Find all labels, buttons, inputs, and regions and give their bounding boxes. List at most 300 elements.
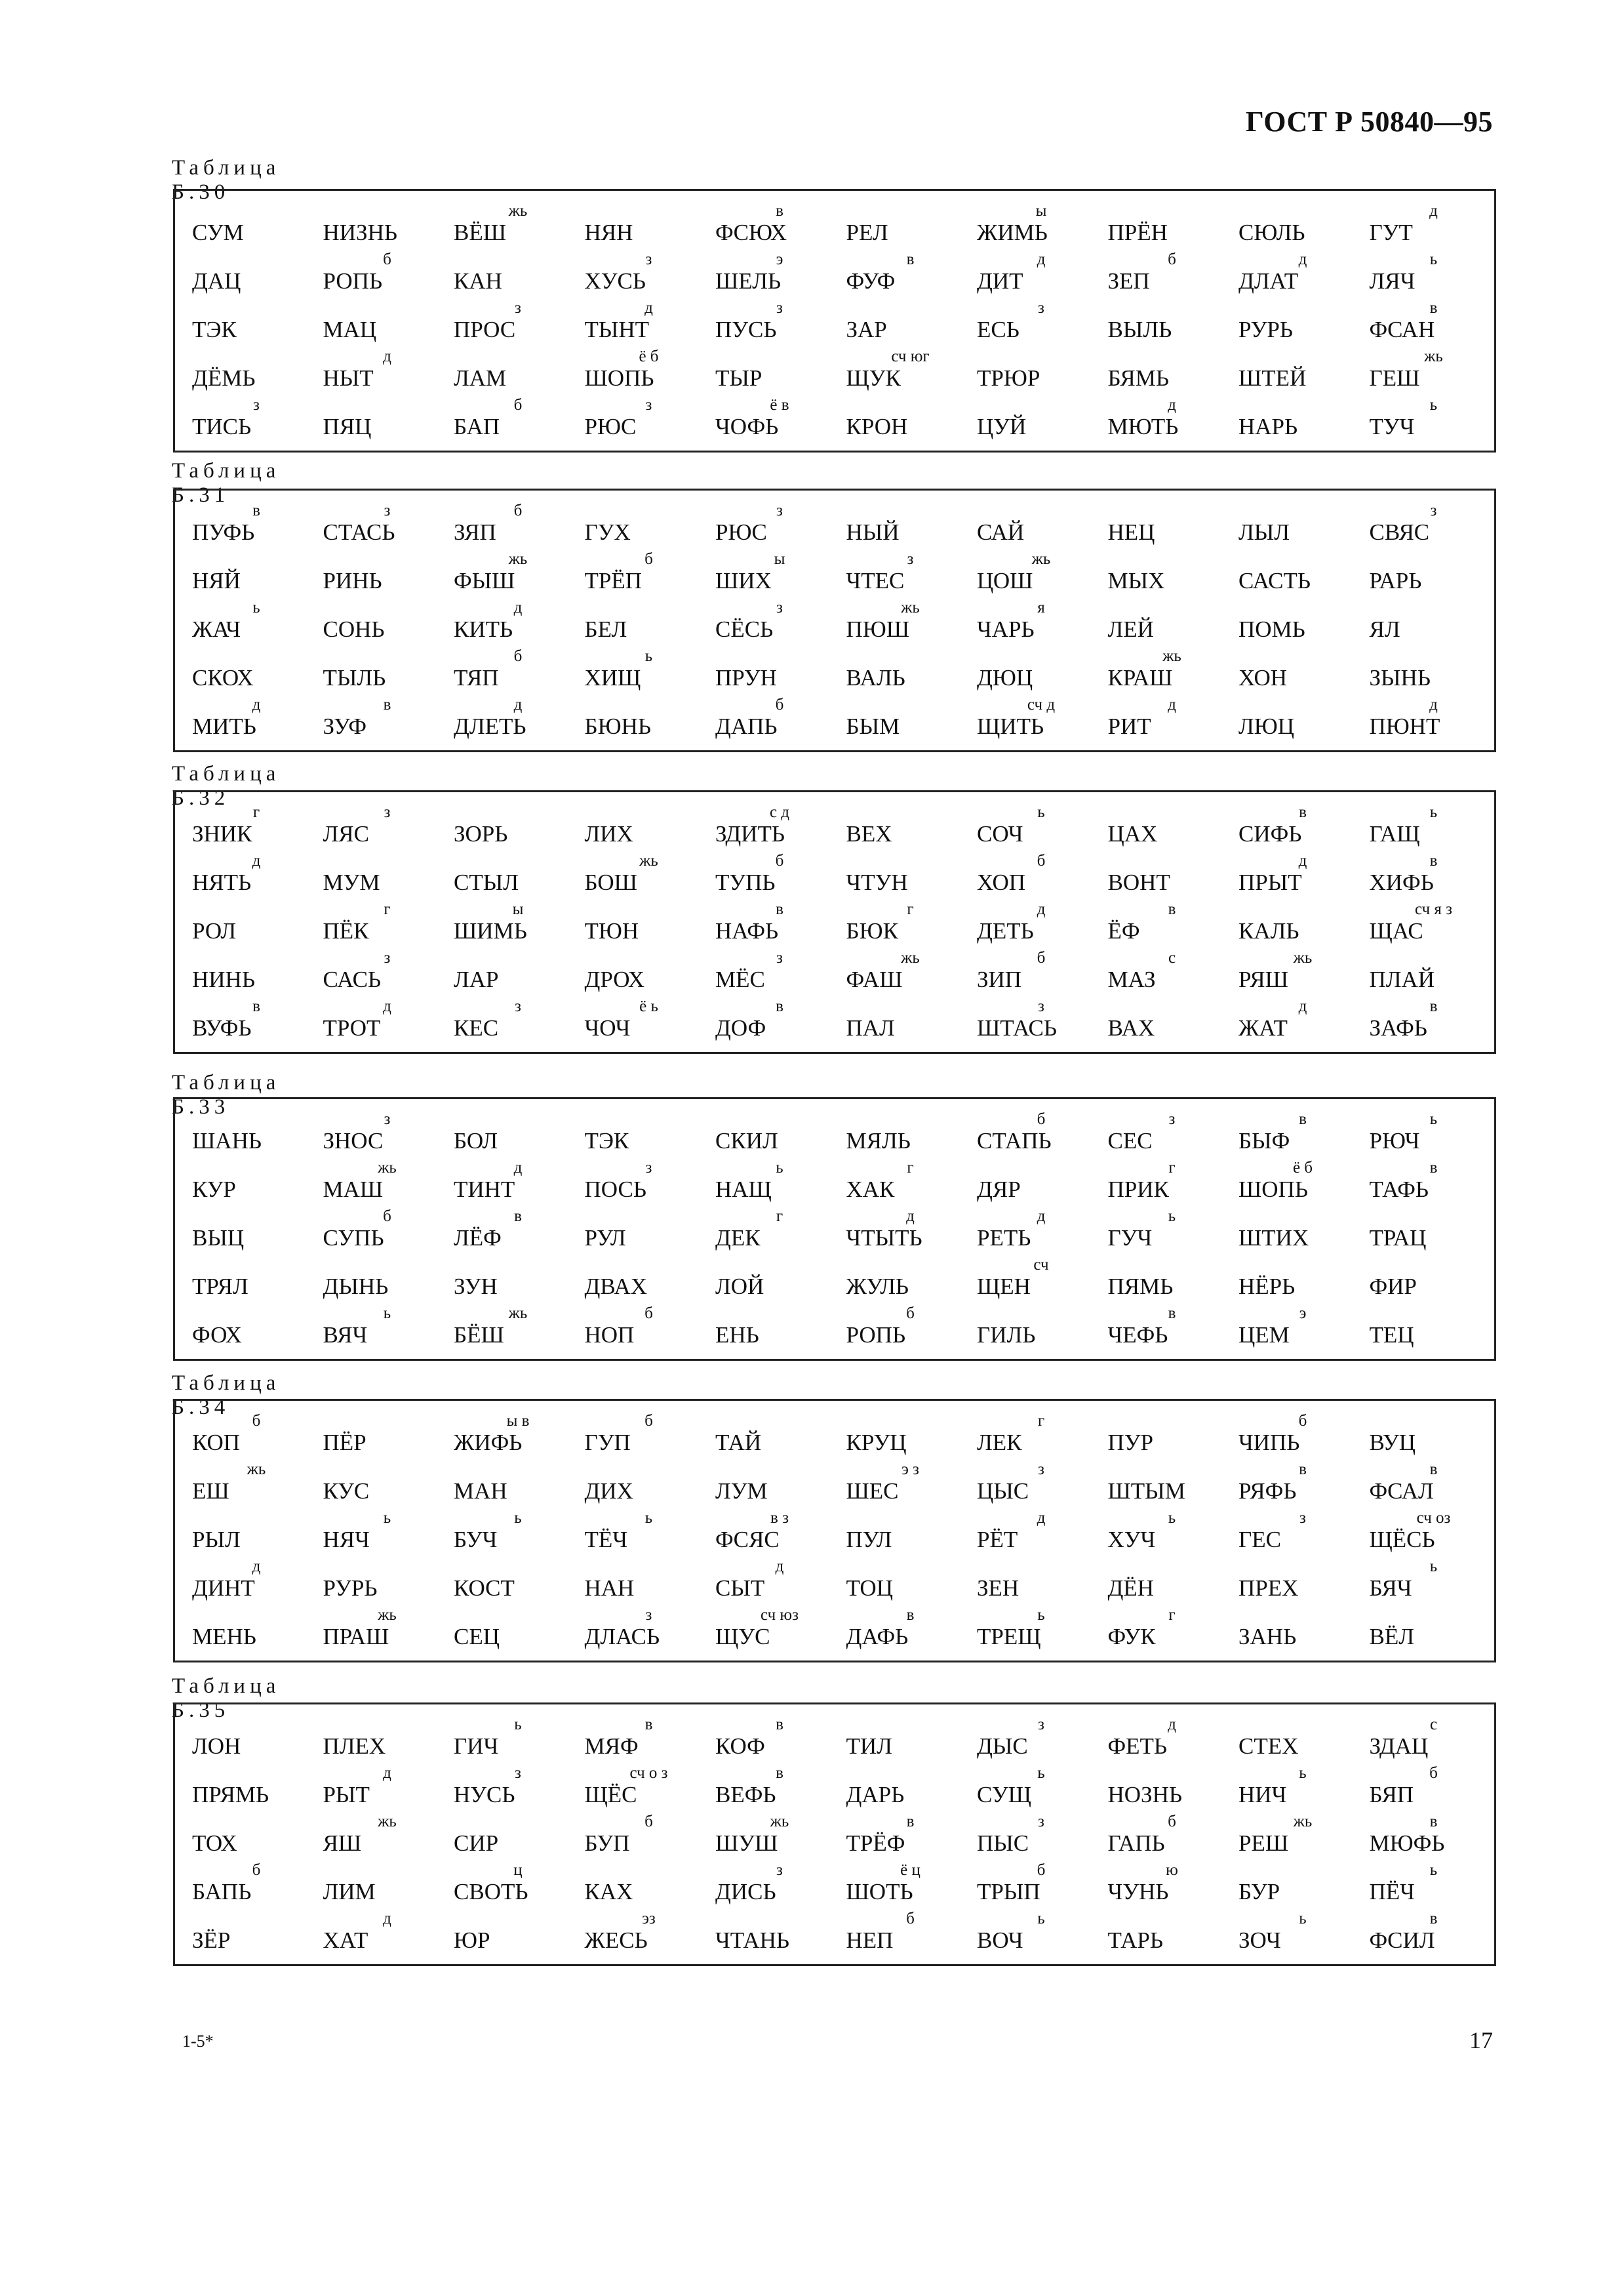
word: СКИЛ [715, 1128, 778, 1154]
table-cell [1100, 950, 1231, 998]
table-cell [577, 998, 708, 1047]
pronunciation-mark: жь [901, 599, 920, 616]
pronunciation-mark: з [384, 1110, 391, 1128]
table-cell [446, 1765, 577, 1813]
word: БЯМЬ [1107, 365, 1169, 391]
pronunciation-mark: з [1299, 1509, 1306, 1527]
word: ЖАЧ [192, 616, 241, 642]
table-cell [1100, 1510, 1231, 1558]
word: ТЫР [715, 365, 762, 391]
word: ХАТ [323, 1927, 368, 1953]
word: ЩУС [715, 1624, 770, 1649]
pronunciation-mark [871, 648, 950, 665]
word: ХАК [846, 1177, 895, 1202]
pronunciation-mark [1395, 1257, 1473, 1274]
pronunciation-mark: ь [1429, 803, 1438, 821]
word: БЫМ [846, 714, 900, 739]
pronunciation-mark [1133, 551, 1212, 568]
table-cell [969, 1257, 1100, 1305]
word: ВЯЧ [323, 1322, 368, 1348]
table-caption: Таблица Б.33 [172, 1071, 281, 1119]
pronunciation-mark: ь [1429, 396, 1438, 414]
pronunciation-mark: сч о з [629, 1764, 668, 1782]
pronunciation-mark: д [1298, 852, 1307, 870]
word: МЯФ [584, 1733, 639, 1759]
table-cell [577, 1510, 708, 1558]
table-cell [1100, 348, 1231, 397]
word: ХУСЬ [584, 268, 646, 294]
document-header: ГОСТ Р 50840—95 [1245, 106, 1493, 138]
pronunciation-mark [1263, 1607, 1342, 1624]
table-row [175, 1111, 1494, 1159]
table-cell [707, 1413, 839, 1461]
table-cell [969, 397, 1100, 445]
pronunciation-mark [871, 1765, 950, 1782]
table-row [175, 998, 1494, 1047]
pronunciation-mark: б [252, 1412, 261, 1430]
pronunciation-mark: в [1429, 1813, 1438, 1830]
table-cell [969, 696, 1100, 745]
word: НЫЙ [846, 519, 900, 545]
pronunciation-mark [1002, 648, 1080, 665]
table-row [175, 1716, 1494, 1765]
table-cell [315, 1461, 446, 1510]
word: ЯШ [323, 1830, 362, 1856]
pronunciation-mark: жь [508, 202, 528, 220]
table-row [175, 502, 1494, 551]
table-cell [1362, 853, 1493, 901]
word: КИТЬ [454, 616, 513, 642]
pronunciation-mark: ё б [639, 348, 659, 365]
word: ПУФЬ [192, 519, 255, 545]
pronunciation-mark: д [383, 1764, 391, 1782]
table-cell [839, 348, 970, 397]
table-caption: Таблица Б.31 [172, 459, 281, 507]
pronunciation-mark: в [906, 251, 915, 268]
table-cell [446, 1305, 577, 1354]
word: ЦОШ [977, 568, 1033, 594]
table-cell [969, 1111, 1100, 1159]
word: КРУЦ [846, 1430, 907, 1455]
table-cell [1231, 998, 1362, 1047]
table-cell [969, 804, 1100, 853]
pronunciation-mark [1395, 599, 1473, 616]
table-cell [577, 251, 708, 300]
word: МЫХ [1107, 568, 1165, 594]
word: НУСЬ [454, 1782, 515, 1807]
pronunciation-mark [740, 648, 819, 665]
pronunciation-mark: жь [1162, 647, 1181, 665]
table-cell [577, 348, 708, 397]
table-cell [1362, 1910, 1493, 1959]
table-cell [1100, 1558, 1231, 1607]
word: БАПЬ [192, 1879, 252, 1904]
word: ПОСЬ [584, 1177, 646, 1202]
word: ЦЫС [977, 1478, 1029, 1504]
word: РЕШ [1238, 1830, 1289, 1856]
table-cell [1362, 397, 1493, 445]
table-row [175, 950, 1494, 998]
word: ЗЯП [454, 519, 496, 545]
table-cell [184, 1208, 315, 1257]
pronunciation-mark: в [1429, 1159, 1438, 1177]
word: НЕЦ [1107, 519, 1155, 545]
pronunciation-mark: з [1430, 502, 1437, 519]
table-cell [839, 1510, 970, 1558]
pronunciation-mark: жь [639, 852, 658, 870]
pronunciation-mark [1133, 1765, 1212, 1782]
table-cell [1231, 648, 1362, 696]
table-cell [1231, 1765, 1362, 1813]
table-cell [1362, 251, 1493, 300]
table-cell [839, 1305, 970, 1354]
table-cell [1100, 1813, 1231, 1862]
table-cell [707, 1765, 839, 1813]
pronunciation-mark: з [776, 299, 783, 317]
word: ФАШ [846, 967, 903, 992]
table-cell [839, 998, 970, 1047]
pronunciation-mark: б [1037, 1861, 1046, 1879]
word: БУП [584, 1830, 630, 1856]
word: НОЗНЬ [1107, 1782, 1182, 1807]
word: РЕТЬ [977, 1225, 1031, 1251]
pronunciation-mark: ь [1037, 803, 1045, 821]
pronunciation-mark: сч я з [1414, 900, 1453, 918]
pronunciation-mark: б [252, 1861, 261, 1879]
pronunciation-mark: жь [247, 1460, 266, 1478]
pronunciation-mark [740, 1305, 819, 1322]
table-row [175, 1862, 1494, 1910]
table-cell [577, 1716, 708, 1765]
word: СТЕХ [1238, 1733, 1299, 1759]
pronunciation-mark: жь [378, 1159, 397, 1177]
pronunciation-mark [610, 804, 688, 821]
word: ЛАМ [454, 365, 507, 391]
table-cell [839, 804, 970, 853]
word: РОПЬ [846, 1322, 906, 1348]
pronunciation-mark [1263, 397, 1342, 414]
pronunciation-mark [740, 1257, 819, 1274]
word: ЛИМ [323, 1879, 376, 1904]
word: ЛАР [454, 967, 499, 992]
pronunciation-mark [479, 1111, 557, 1128]
word: ЛЯС [323, 821, 369, 847]
pronunciation-mark: ь [1168, 1509, 1176, 1527]
word: МАЗ [1107, 967, 1156, 992]
word: ТЁЧ [584, 1527, 628, 1552]
word: ДИСЬ [715, 1879, 776, 1904]
pronunciation-mark: б [1168, 1813, 1176, 1830]
pronunciation-mark [479, 1257, 557, 1274]
word: ПЮНТ [1369, 714, 1440, 739]
word: НАЩ [715, 1177, 772, 1202]
word: ФУК [1107, 1624, 1156, 1649]
pronunciation-mark: г [907, 900, 914, 918]
word: ШУШ [715, 1830, 778, 1856]
table-cell [446, 1159, 577, 1208]
pronunciation-mark [1133, 1461, 1212, 1478]
pronunciation-mark: ь [776, 1159, 783, 1177]
word: ЗНИК [192, 821, 252, 847]
table-cell [1362, 1813, 1493, 1862]
table-cell [446, 300, 577, 348]
pronunciation-mark [348, 300, 427, 317]
pronunciation-mark [1263, 1716, 1342, 1733]
word-table [173, 189, 1496, 453]
pronunciation-mark: з [645, 1606, 652, 1624]
word: ВЕФЬ [715, 1782, 776, 1807]
pronunciation-mark: ь [644, 647, 653, 665]
word: ЛОЙ [715, 1274, 764, 1299]
word: РЯФЬ [1238, 1478, 1297, 1504]
table-cell [839, 1862, 970, 1910]
table-row [175, 397, 1494, 445]
table-cell [184, 1413, 315, 1461]
pronunciation-mark: з [776, 502, 783, 519]
table-cell [839, 901, 970, 950]
table-cell [707, 1716, 839, 1765]
table-cell [577, 696, 708, 745]
word: ГЕШ [1369, 365, 1420, 391]
word: БОЛ [454, 1128, 498, 1154]
pronunciation-mark: г [1168, 1159, 1176, 1177]
table-cell [839, 950, 970, 998]
word: ПЛАЙ [1369, 967, 1435, 992]
table-cell [839, 853, 970, 901]
word: ШАНЬ [192, 1128, 262, 1154]
pronunciation-mark: ц [513, 1861, 523, 1879]
pronunciation-mark: ь [1429, 251, 1438, 268]
pronunciation-mark: з [384, 803, 391, 821]
table-cell [707, 1159, 839, 1208]
pronunciation-mark [479, 804, 557, 821]
table-cell [707, 1558, 839, 1607]
table-cell [1231, 1305, 1362, 1354]
word: ПУР [1107, 1430, 1154, 1455]
pronunciation-mark [871, 203, 950, 220]
word: ЛИХ [584, 821, 633, 847]
pronunciation-mark: д [1168, 396, 1176, 414]
pronunciation-mark [610, 1257, 688, 1274]
pronunciation-mark: д [513, 599, 523, 616]
word: ВЫЛЬ [1107, 317, 1172, 342]
pronunciation-mark: я [1037, 599, 1045, 616]
word: НЫТ [323, 365, 374, 391]
word: ГУП [584, 1430, 631, 1455]
pronunciation-mark: д [513, 696, 523, 714]
pronunciation-mark [1002, 1159, 1080, 1177]
pronunciation-mark [1002, 397, 1080, 414]
table-cell [1100, 648, 1231, 696]
word: БЁШ [454, 1322, 504, 1348]
pronunciation-mark [479, 1558, 557, 1575]
word: РЯШ [1238, 967, 1288, 992]
pronunciation-mark: в [906, 1813, 915, 1830]
word: ЛЫЛ [1238, 519, 1290, 545]
table-cell [1100, 1765, 1231, 1813]
table-cell [1231, 1862, 1362, 1910]
table-cell [446, 1558, 577, 1607]
pronunciation-mark [217, 1716, 296, 1733]
word: ФОХ [192, 1322, 242, 1348]
table-cell [839, 203, 970, 251]
word: ГУТ [1369, 220, 1413, 245]
pronunciation-mark: ё ь [639, 997, 658, 1015]
pronunciation-mark: ю [1166, 1861, 1178, 1879]
pronunciation-mark: жь [770, 1813, 789, 1830]
pronunciation-mark [1133, 502, 1212, 519]
table-cell [1100, 1607, 1231, 1655]
table-row [175, 1257, 1494, 1305]
word: ШИХ [715, 568, 772, 594]
table-cell [1231, 397, 1362, 445]
pronunciation-mark: б [1298, 1412, 1307, 1430]
word: ЦАХ [1107, 821, 1158, 847]
pronunciation-mark [1263, 901, 1342, 918]
word: ЧАРЬ [977, 616, 1035, 642]
table-cell [1231, 1208, 1362, 1257]
word: БУЧ [454, 1527, 498, 1552]
word: ФСАН [1369, 317, 1435, 342]
table-cell [184, 950, 315, 998]
table-cell [707, 251, 839, 300]
word: ТИЛ [846, 1733, 892, 1759]
table-row [175, 1461, 1494, 1510]
word: ТОХ [192, 1830, 237, 1856]
pronunciation-mark: б [1037, 852, 1046, 870]
word: ШТАСЬ [977, 1015, 1057, 1041]
word: ДЛАСЬ [584, 1624, 660, 1649]
pronunciation-mark: жь [378, 1813, 397, 1830]
table-cell [446, 998, 577, 1047]
word: РЁТ [977, 1527, 1018, 1552]
table-cell [1362, 1558, 1493, 1607]
pronunciation-mark [1133, 853, 1212, 870]
word: ЛЯЧ [1369, 268, 1416, 294]
table-cell [446, 1716, 577, 1765]
pronunciation-mark [348, 1862, 427, 1879]
pronunciation-mark [1002, 1305, 1080, 1322]
table-row [175, 1558, 1494, 1607]
table-cell [1100, 599, 1231, 648]
pronunciation-mark: б [1037, 1110, 1046, 1128]
table-cell [446, 696, 577, 745]
pronunciation-mark: сч юз [761, 1606, 799, 1624]
pronunciation-mark: б [644, 1412, 653, 1430]
word: ЗНОС [323, 1128, 384, 1154]
word: ПРЯМЬ [192, 1782, 269, 1807]
pronunciation-mark: з [1038, 1716, 1044, 1733]
pronunciation-mark: в [1299, 803, 1307, 821]
word: МЮФЬ [1369, 1830, 1445, 1856]
word: ЧТЫТЬ [846, 1225, 922, 1251]
pronunciation-mark [479, 1813, 557, 1830]
word: ТРЯЛ [192, 1274, 248, 1299]
word: ЩЕН [977, 1274, 1031, 1299]
pronunciation-mark: сч [1033, 1256, 1049, 1274]
word: МЯЛЬ [846, 1128, 911, 1154]
pronunciation-mark [479, 950, 557, 967]
word: ШОТЬ [846, 1879, 913, 1904]
table-cell [577, 1305, 708, 1354]
pronunciation-mark [1133, 599, 1212, 616]
pronunciation-mark: в [1429, 1910, 1438, 1927]
table-cell [1362, 1257, 1493, 1305]
pronunciation-mark: ь [1168, 1207, 1176, 1225]
word: МЁС [715, 967, 765, 992]
pronunciation-mark: ь [252, 599, 260, 616]
word: РЮС [584, 414, 637, 439]
word: ДОФ [715, 1015, 766, 1041]
pronunciation-mark: сч юг [891, 348, 930, 365]
table-cell [184, 1558, 315, 1607]
table-cell [1100, 1862, 1231, 1910]
word: КАХ [584, 1879, 633, 1904]
table-cell [1100, 1716, 1231, 1765]
pronunciation-mark [479, 251, 557, 268]
table-cell [446, 1461, 577, 1510]
pronunciation-mark [1263, 348, 1342, 365]
word: ЕСЬ [977, 317, 1020, 342]
table-cell [446, 502, 577, 551]
table-cell [577, 1208, 708, 1257]
table-cell [577, 804, 708, 853]
pronunciation-mark [479, 1607, 557, 1624]
table-cell [184, 502, 315, 551]
word: ФИР [1369, 1274, 1417, 1299]
pronunciation-mark [479, 348, 557, 365]
pronunciation-mark: б [906, 1910, 915, 1927]
pronunciation-mark: з [1168, 1110, 1176, 1128]
word: ДЛЕТЬ [454, 714, 526, 739]
table-row [175, 1413, 1494, 1461]
pronunciation-mark [610, 950, 688, 967]
table-cell [184, 1910, 315, 1959]
pronunciation-mark: в [644, 1716, 653, 1733]
word: ДАПЬ [715, 714, 778, 739]
pronunciation-mark: д [1298, 997, 1307, 1015]
word: ЗОРЬ [454, 821, 508, 847]
pronunciation-mark: ь [514, 1716, 522, 1733]
table-cell [315, 696, 446, 745]
word: РОЛ [192, 918, 237, 944]
table-row [175, 348, 1494, 397]
pronunciation-mark: в [1168, 1304, 1176, 1322]
word: СЕЦ [454, 1624, 500, 1649]
word: ЗЕН [977, 1575, 1020, 1601]
word: КАЛЬ [1238, 918, 1299, 944]
word: РИНЬ [323, 568, 382, 594]
table-cell [315, 1159, 446, 1208]
word: ЛОН [192, 1733, 241, 1759]
word: ДАФЬ [846, 1624, 909, 1649]
word: ГАЩ [1369, 821, 1420, 847]
word: ЗЕП [1107, 268, 1150, 294]
pronunciation-mark: д [1037, 900, 1046, 918]
table-cell [969, 551, 1100, 599]
pronunciation-mark [871, 696, 950, 714]
table-cell [707, 1607, 839, 1655]
pronunciation-mark [1263, 1558, 1342, 1575]
pronunciation-mark [871, 1111, 950, 1128]
word: ГИЧ [454, 1733, 499, 1759]
pronunciation-mark: ё в [770, 396, 789, 414]
word: САЙ [977, 519, 1025, 545]
pronunciation-mark: б [1037, 949, 1046, 967]
word: ТИСЬ [192, 414, 252, 439]
word: РЮС [715, 519, 767, 545]
word: ЩЁСЬ [1369, 1527, 1435, 1552]
